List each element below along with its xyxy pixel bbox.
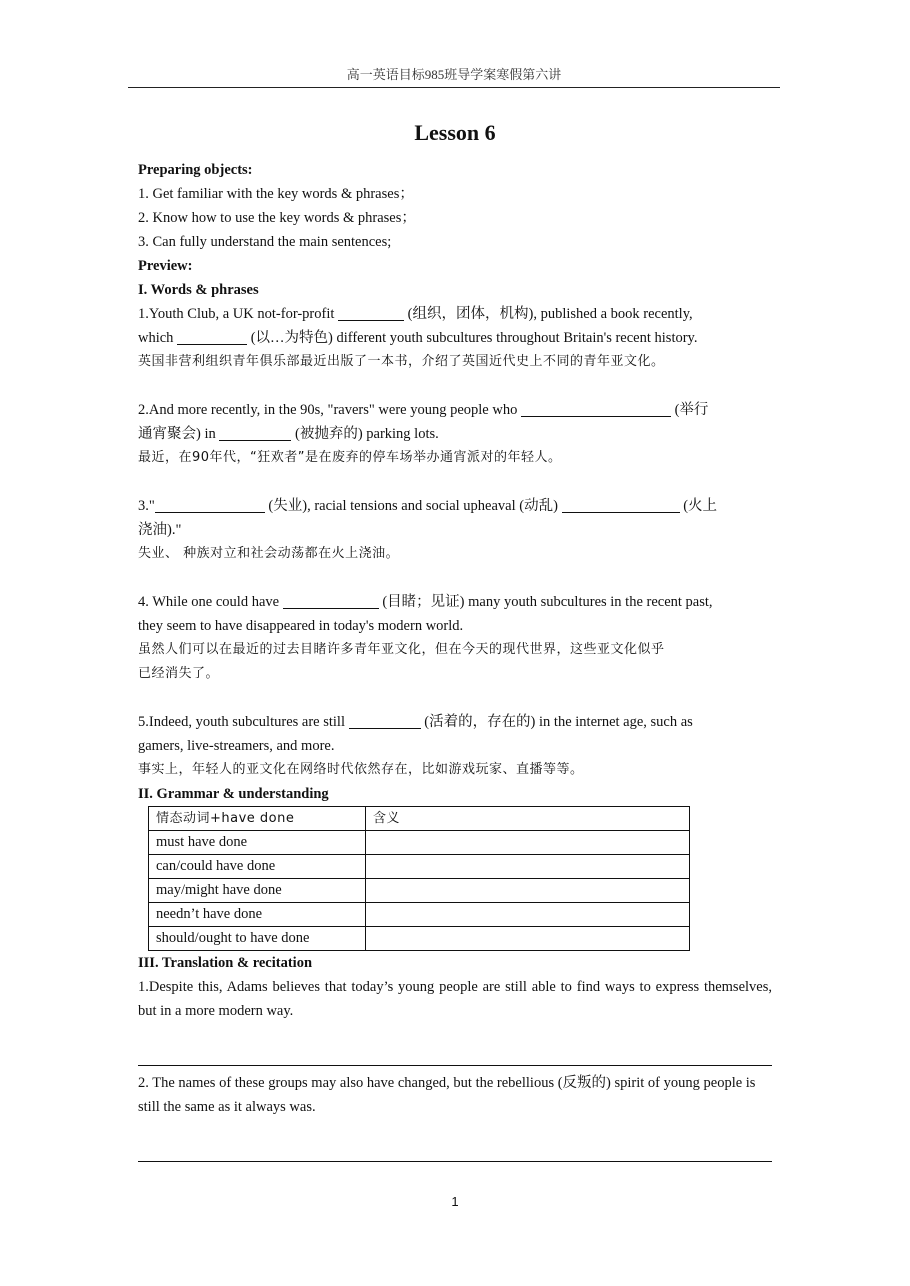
fill-blank[interactable] (283, 592, 379, 609)
question-5-line-1: 5.Indeed, youth subcultures are still (活着的，存在的) in the internet age, such as (138, 714, 693, 730)
answer-cell[interactable] (366, 903, 690, 927)
answer-line[interactable] (138, 1161, 772, 1162)
objective-item: 3. Can fully understand the main sentences; (138, 234, 392, 250)
fill-blank[interactable] (349, 712, 421, 729)
answer-cell[interactable] (366, 831, 690, 855)
table-cell: must have done (149, 831, 366, 855)
table-header-cell: 情态动词+have done (149, 807, 366, 831)
table-header-cell: 含义 (366, 807, 690, 831)
table-row (149, 879, 690, 903)
table-row (149, 927, 690, 951)
table-cell: may/might have done (149, 879, 366, 903)
preparing-heading: Preparing objects: (138, 162, 253, 178)
table-header-row (149, 807, 690, 831)
fill-blank[interactable] (177, 328, 247, 345)
question-5-line-2: gamers, live-streamers, and more. (138, 738, 335, 754)
page-number: 1 (451, 1194, 459, 1209)
translation-sentence-2: 2. The names of these groups may also have changed, but the rebellious (反叛的) spirit of young people is still the same as it always was. (138, 1075, 756, 1115)
document-body (138, 158, 772, 1162)
question-3-line-2: 浇油)." (138, 522, 182, 538)
question-2-line-1: 2.And more recently, in the 90s, "ravers" were young people who (举行 (138, 402, 709, 418)
translation-sentence-1: 1.Despite this, Adams believes that today’s young people are still able to find ways to express themselves, but in a more modern way. (138, 979, 772, 1019)
preview-heading: Preview: (138, 258, 193, 274)
table-cell: needn’t have done (149, 903, 366, 927)
table-row (149, 903, 690, 927)
objective-item: 1. Get familiar with the key words & phrases； (138, 186, 414, 202)
fill-blank[interactable] (219, 424, 291, 441)
fill-blank[interactable] (338, 304, 404, 321)
question-1-line-1: 1.Youth Club, a UK not-for-profit (组织，团体，机构), published a book recently, (138, 306, 693, 322)
answer-cell[interactable] (366, 855, 690, 879)
section-heading-grammar: II. Grammar & understanding (138, 786, 329, 802)
section-heading-words: I. Words & phrases (138, 282, 259, 298)
question-1-translation: 英国非营利组织青年俱乐部最近出版了一本书，介绍了英国近代史上不同的青年亚文化。 (138, 354, 665, 369)
question-1-line-2: which (以…为特色) different youth subcultures throughout Britain's recent history. (138, 330, 698, 346)
fill-blank[interactable] (521, 400, 671, 417)
grammar-table (148, 806, 690, 951)
section-heading-translation: III. Translation & recitation (138, 955, 313, 971)
fill-blank[interactable] (562, 496, 680, 513)
question-4-translation-1: 虽然人们可以在最近的过去目睹许多青年亚文化，但在今天的现代世界，这些亚文化似乎 (138, 642, 665, 657)
question-2-translation: 最近，在90年代，“狂欢者”是在废弃的停车场举办通宵派对的年轻人。 (138, 450, 562, 465)
answer-cell[interactable] (366, 927, 690, 951)
question-3-line-1: 3." (失业), racial tensions and social upheaval (动乱) (火上 (138, 498, 718, 514)
table-cell: should/ought to have done (149, 927, 366, 951)
question-2-line-2: 通宵聚会) in (被抛弃的) parking lots. (138, 426, 439, 442)
question-4-line-2: they seem to have disappeared in today's modern world. (138, 618, 464, 634)
question-3-translation: 失业、 种族对立和社会动荡都在火上浇油。 (138, 546, 400, 561)
question-4-translation-2: 已经消失了。 (138, 666, 220, 681)
page-title: Lesson 6 (414, 120, 496, 145)
page-header: 高一英语目标985班导学案寒假第六讲 (128, 64, 780, 88)
objective-item: 2. Know how to use the key words & phrases； (138, 210, 416, 226)
question-5-translation: 事实上，年轻人的亚文化在网络时代依然存在，比如游戏玩家、直播等等。 (138, 762, 584, 777)
table-cell: can/could have done (149, 855, 366, 879)
fill-blank[interactable] (155, 496, 265, 513)
answer-cell[interactable] (366, 879, 690, 903)
question-4-line-1: 4. While one could have (目睹；见证) many youth subcultures in the recent past, (138, 594, 713, 610)
table-row (149, 831, 690, 855)
table-row (149, 855, 690, 879)
